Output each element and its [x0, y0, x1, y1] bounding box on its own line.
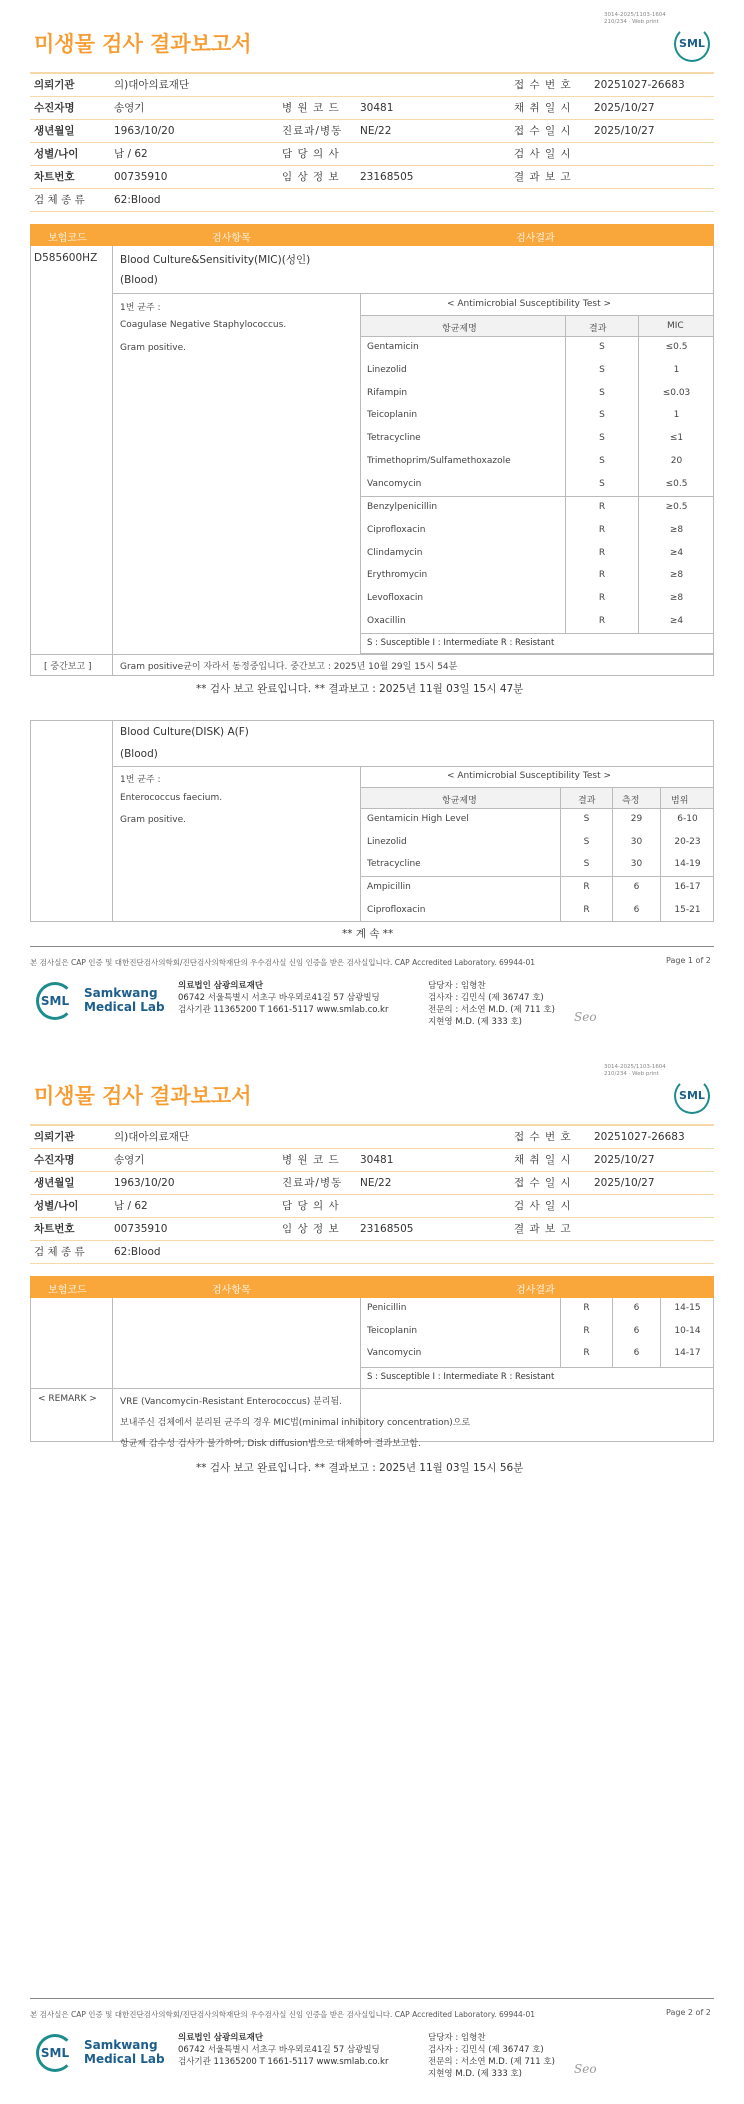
range-value: 14-15 [674, 1303, 701, 1313]
info-value: 62:Blood [110, 1240, 714, 1263]
page-number: Page 1 of 2 [666, 956, 711, 965]
lab-name: Samkwang Medical Lab [84, 986, 165, 1014]
result-value: S [599, 364, 605, 375]
patient-info-table [30, 1124, 714, 1264]
column-header: 보험코드 [48, 1285, 87, 1296]
result-value: S [583, 814, 590, 824]
divider [360, 1367, 714, 1368]
result-value: R [598, 547, 606, 558]
info-value [590, 142, 714, 165]
info-value: 남 / 62 [110, 142, 278, 165]
result-value: R [598, 570, 606, 581]
divider [638, 315, 639, 633]
footer-divider [30, 1998, 714, 1999]
remark-line: 항균제 감수성 검사가 불가하여, Disk diffusion법으로 대체하여 결과보고함. [120, 1439, 421, 1449]
signatories: 담당자 : 임형찬 검사자 : 김민식 (제 36747 호) 전문의 : 서소연 M.D. (제 711 호) 지현영 M.D. (제 333 호) [428, 2033, 555, 2079]
drug-name: Linezolid [367, 836, 407, 847]
range-value: 14-19 [674, 859, 701, 869]
organism-label: 1번 균주 : [120, 775, 161, 785]
info-label: 접 수 번 호 [510, 1125, 590, 1148]
mic-value: ≤1 [669, 433, 684, 444]
info-label: 결 과 보 고 [510, 165, 590, 188]
info-value: 1963/10/20 [110, 1171, 278, 1194]
info-value [590, 1217, 714, 1240]
divider [112, 654, 113, 676]
drug-name: Ciprofloxacin [367, 904, 426, 915]
drug-name: Ciprofloxacin [367, 524, 426, 535]
divider [30, 246, 31, 654]
info-label: 담 당 의 사 [278, 1194, 356, 1217]
drug-name: Teicoplanin [367, 410, 418, 421]
info-label: 진료과/병동 [278, 1171, 356, 1194]
report-title: 미생물 검사 결과보고서 [34, 32, 252, 56]
web-print-stamp: 3014-2025/1103-1604 210/234 · Web print [604, 12, 666, 25]
result-value: S [599, 433, 605, 444]
info-label: 수진자명 [30, 1148, 110, 1171]
drug-name: Tetracycline [367, 859, 421, 869]
result-value: S [583, 836, 590, 847]
drug-name: Teicoplanin [367, 1325, 418, 1336]
mic-value: ≤0.03 [662, 387, 691, 398]
ast-header-row [361, 316, 713, 336]
drug-name: Vancomycin [367, 1348, 422, 1358]
divider [30, 1388, 714, 1389]
gram-stain: Gram positive. [120, 343, 186, 353]
info-value: 62:Blood [110, 188, 714, 211]
measure-value: 6 [633, 1303, 640, 1313]
divider [360, 633, 714, 634]
column-header: 항균제명 [442, 796, 477, 806]
info-label: 병 원 코 드 [278, 96, 356, 119]
info-value [356, 1194, 510, 1217]
info-value: 송영기 [110, 96, 278, 119]
info-label: 접 수 일 시 [510, 1171, 590, 1194]
info-label: 생년월일 [30, 119, 110, 142]
drug-name: Penicillin [367, 1303, 407, 1313]
info-label: 병 원 코 드 [278, 1148, 356, 1171]
test1-name: Blood Culture&Sensitivity(MIC)(성인) [120, 254, 311, 266]
info-label: 접 수 번 호 [510, 73, 590, 96]
drug-name: Clindamycin [367, 547, 423, 558]
info-value: 23168505 [356, 1217, 510, 1240]
info-label: 성별/나이 [30, 1194, 110, 1217]
range-value: 16-17 [674, 882, 701, 892]
range-value: 15-21 [674, 904, 701, 915]
divider [112, 766, 714, 767]
insurance-code: D585600HZ [34, 252, 98, 264]
column-header: 검사결과 [516, 233, 555, 244]
ast-title: < Antimicrobial Susceptibility Test > [447, 771, 611, 781]
info-value: NE/22 [356, 1171, 510, 1194]
signature-image: Seo [574, 1010, 597, 1024]
sml-lab-logo-icon: SML [36, 982, 74, 1020]
info-label: 임 상 정 보 [278, 165, 356, 188]
measure-value: 6 [633, 904, 640, 915]
divider [360, 496, 714, 497]
result-value: R [583, 1325, 590, 1336]
gram-stain: Gram positive. [120, 815, 186, 825]
mic-value: 20 [670, 456, 683, 466]
lab-info: 의료법인 삼광의료재단 06742 서울특별시 서초구 바우뫼로41길 57 삼광빌딩 검사기관 11365200 T 1661-5117 www.smlab.co.kr [178, 981, 389, 1015]
remark-label: < REMARK > [38, 1394, 97, 1404]
info-label: 수진자명 [30, 96, 110, 119]
divider [660, 787, 661, 922]
range-value: 20-23 [674, 836, 701, 847]
info-value: 00735910 [110, 1217, 278, 1240]
lab-info: 의료법인 삼광의료재단 06742 서울특별시 서초구 바우뫼로41길 57 삼광빌딩 검사기관 11365200 T 1661-5117 www.smlab.co.kr [178, 2033, 389, 2067]
drug-name: Ampicillin [367, 882, 411, 892]
report-complete-line: ** 검사 보고 완료입니다. ** 결과보고 : 2025년 11월 03일 15시 47분 [196, 683, 524, 695]
column-header: 검사결과 [516, 1285, 555, 1296]
info-label: 차트번호 [30, 1217, 110, 1240]
column-header: MIC [667, 321, 684, 331]
column-header: 범위 [671, 796, 689, 806]
organism-name: Coagulase Negative Staphylococcus. [120, 320, 287, 330]
signature-image: Seo [574, 2062, 597, 2076]
info-label: 결 과 보 고 [510, 1217, 590, 1240]
measure-value: 29 [630, 814, 643, 824]
sml-logo-icon: SML [674, 26, 710, 62]
report-title: 미생물 검사 결과보고서 [34, 1084, 252, 1108]
measure-value: 30 [630, 859, 643, 869]
info-label: 채 취 일 시 [510, 96, 590, 119]
drug-name: Levofloxacin [367, 593, 424, 604]
result-value: R [598, 502, 606, 512]
patient-info-table [30, 72, 714, 212]
measure-value: 30 [630, 836, 643, 847]
mic-value: ≤0.5 [665, 478, 688, 489]
range-value: 14-17 [674, 1348, 701, 1358]
drug-name: Erythromycin [367, 570, 428, 581]
test2-name: Blood Culture(DISK) A(F) [120, 726, 249, 738]
mic-value: ≥4 [669, 616, 684, 626]
ast-legend: S : Susceptible I : Intermediate R : Resistant [367, 638, 555, 648]
info-value: 30481 [356, 1148, 510, 1171]
info-value: 송영기 [110, 1148, 278, 1171]
info-label: 담 당 의 사 [278, 142, 356, 165]
interim-label: [ 중간보고 ] [44, 662, 92, 672]
mic-value: ≥8 [669, 570, 684, 581]
column-header: 검사항목 [212, 233, 251, 244]
result-value: S [583, 859, 590, 869]
results-header-bar [30, 1276, 714, 1298]
info-label: 의뢰기관 [30, 73, 110, 96]
info-value: 20251027-26683 [590, 1125, 714, 1148]
drug-name: Trimethoprim/Sulfamethoxazole [367, 456, 511, 466]
mic-value: ≥8 [669, 524, 684, 535]
ast-title: < Antimicrobial Susceptibility Test > [447, 299, 611, 309]
organism-label: 1번 균주 : [120, 303, 161, 313]
info-value: 23168505 [356, 165, 510, 188]
divider [565, 315, 566, 633]
range-value: 10-14 [674, 1325, 701, 1336]
column-header: 결과 [589, 324, 607, 334]
info-label: 검 사 일 시 [510, 1194, 590, 1217]
info-value: 1963/10/20 [110, 119, 278, 142]
result-value: S [599, 410, 605, 421]
mic-value: ≥4 [669, 547, 684, 558]
info-label: 채 취 일 시 [510, 1148, 590, 1171]
divider [112, 1298, 113, 1442]
range-value: 6-10 [677, 814, 698, 824]
info-label: 생년월일 [30, 1171, 110, 1194]
ast-legend: S : Susceptible I : Intermediate R : Resistant [367, 1372, 555, 1382]
info-value: 00735910 [110, 165, 278, 188]
organism-name: Enterococcus faecium. [120, 793, 223, 803]
info-label: 의뢰기관 [30, 1125, 110, 1148]
sml-logo-icon: SML [674, 1078, 710, 1114]
mic-value: ≥0.5 [665, 502, 688, 512]
measure-value: 6 [633, 1325, 640, 1336]
mic-value: ≤0.5 [665, 342, 688, 352]
info-label: 진료과/병동 [278, 119, 356, 142]
info-label: 성별/나이 [30, 142, 110, 165]
info-label: 접 수 일 시 [510, 119, 590, 142]
info-value: 의)대아의료재단 [110, 1125, 510, 1148]
mic-value: ≥8 [669, 593, 684, 604]
accreditation-note: 본 검사실은 CAP 인증 및 대한진단검사의학회/진단검사의학재단의 우수검사실 신임 인증을 받은 검사실입니다. CAP Accredited Laboratory. 69944-01 [30, 958, 536, 967]
result-value: R [583, 882, 590, 892]
report-complete-line: ** 검사 보고 완료입니다. ** 결과보고 : 2025년 11월 03일 15시 56분 [196, 1462, 524, 1474]
info-value: NE/22 [356, 119, 510, 142]
drug-name: Tetracycline [367, 433, 421, 444]
result-value: S [599, 387, 605, 398]
column-header: 항균제명 [442, 324, 477, 334]
info-value [590, 165, 714, 188]
continued-note: ** 계 속 ** [342, 928, 394, 940]
test1-specimen: (Blood) [120, 274, 158, 286]
drug-name: Gentamicin High Level [367, 814, 469, 824]
page-number: Page 2 of 2 [666, 2008, 711, 2017]
info-value: 2025/10/27 [590, 1148, 714, 1171]
divider [560, 787, 561, 922]
result-value: R [598, 593, 606, 604]
info-label: 검 체 종 류 [30, 1240, 110, 1263]
interim-text: Gram positive균이 자라서 동정중입니다. 중간보고 : 2025년 10월 29일 15시 54분 [120, 662, 458, 672]
signatories: 담당자 : 임형찬 검사자 : 김민식 (제 36747 호) 전문의 : 서소연 M.D. (제 711 호) 지현영 M.D. (제 333 호) [428, 981, 555, 1027]
result-value: R [583, 1348, 590, 1358]
result-value: S [599, 478, 605, 489]
info-value: 남 / 62 [110, 1194, 278, 1217]
lab-name: Samkwang Medical Lab [84, 2038, 165, 2066]
info-value: 30481 [356, 96, 510, 119]
web-print-stamp: 3014-2025/1103-1604 210/234 · Web print [604, 1064, 666, 1077]
drug-name: Vancomycin [367, 478, 422, 489]
column-header: 검사항목 [212, 1285, 251, 1296]
info-value: 20251027-26683 [590, 73, 714, 96]
mic-value: 1 [673, 364, 680, 375]
result-value: R [598, 524, 606, 535]
column-header: 측정 [622, 796, 640, 806]
drug-name: Gentamicin [367, 342, 419, 352]
column-header: 결과 [578, 796, 596, 806]
result-value: R [583, 1303, 590, 1313]
info-label: 검 사 일 시 [510, 142, 590, 165]
divider [612, 787, 613, 922]
mic-value: 1 [673, 410, 680, 421]
info-value [356, 142, 510, 165]
divider [360, 336, 714, 337]
remark-line: 보내주신 검체에서 분리된 균주의 경우 MIC법(minimal inhibitory concentration)으로 [120, 1418, 471, 1428]
result-value: R [598, 616, 606, 626]
drug-name: Linezolid [367, 364, 407, 375]
measure-value: 6 [633, 1348, 640, 1358]
divider [360, 876, 714, 877]
results-header-bar [30, 224, 714, 246]
test2-specimen: (Blood) [120, 748, 158, 760]
accreditation-note: 본 검사실은 CAP 인증 및 대한진단검사의학회/진단검사의학재단의 우수검사실 신임 인증을 받은 검사실입니다. CAP Accredited Laboratory. 69944-01 [30, 2010, 536, 2019]
measure-value: 6 [633, 882, 640, 892]
info-value: 의)대아의료재단 [110, 73, 510, 96]
info-value: 2025/10/27 [590, 119, 714, 142]
info-value: 2025/10/27 [590, 1171, 714, 1194]
remark-line: VRE (Vancomycin-Resistant Enterococcus) 분리됨. [120, 1397, 343, 1407]
result-value: R [583, 904, 590, 915]
column-header: 보험코드 [48, 233, 87, 244]
divider [112, 246, 113, 654]
info-label: 차트번호 [30, 165, 110, 188]
result-value: S [599, 456, 605, 466]
footer-divider [30, 946, 714, 947]
drug-name: Benzylpenicillin [367, 502, 438, 512]
sml-lab-logo-icon: SML [36, 2034, 74, 2072]
info-value: 2025/10/27 [590, 96, 714, 119]
divider [112, 720, 113, 922]
drug-name: Oxacillin [367, 616, 406, 626]
report-page-2 [0, 1052, 744, 2104]
info-label: 검 체 종 류 [30, 188, 110, 211]
info-label: 임 상 정 보 [278, 1217, 356, 1240]
info-value [590, 1194, 714, 1217]
result-value: S [599, 342, 605, 352]
drug-name: Rifampin [367, 387, 408, 398]
